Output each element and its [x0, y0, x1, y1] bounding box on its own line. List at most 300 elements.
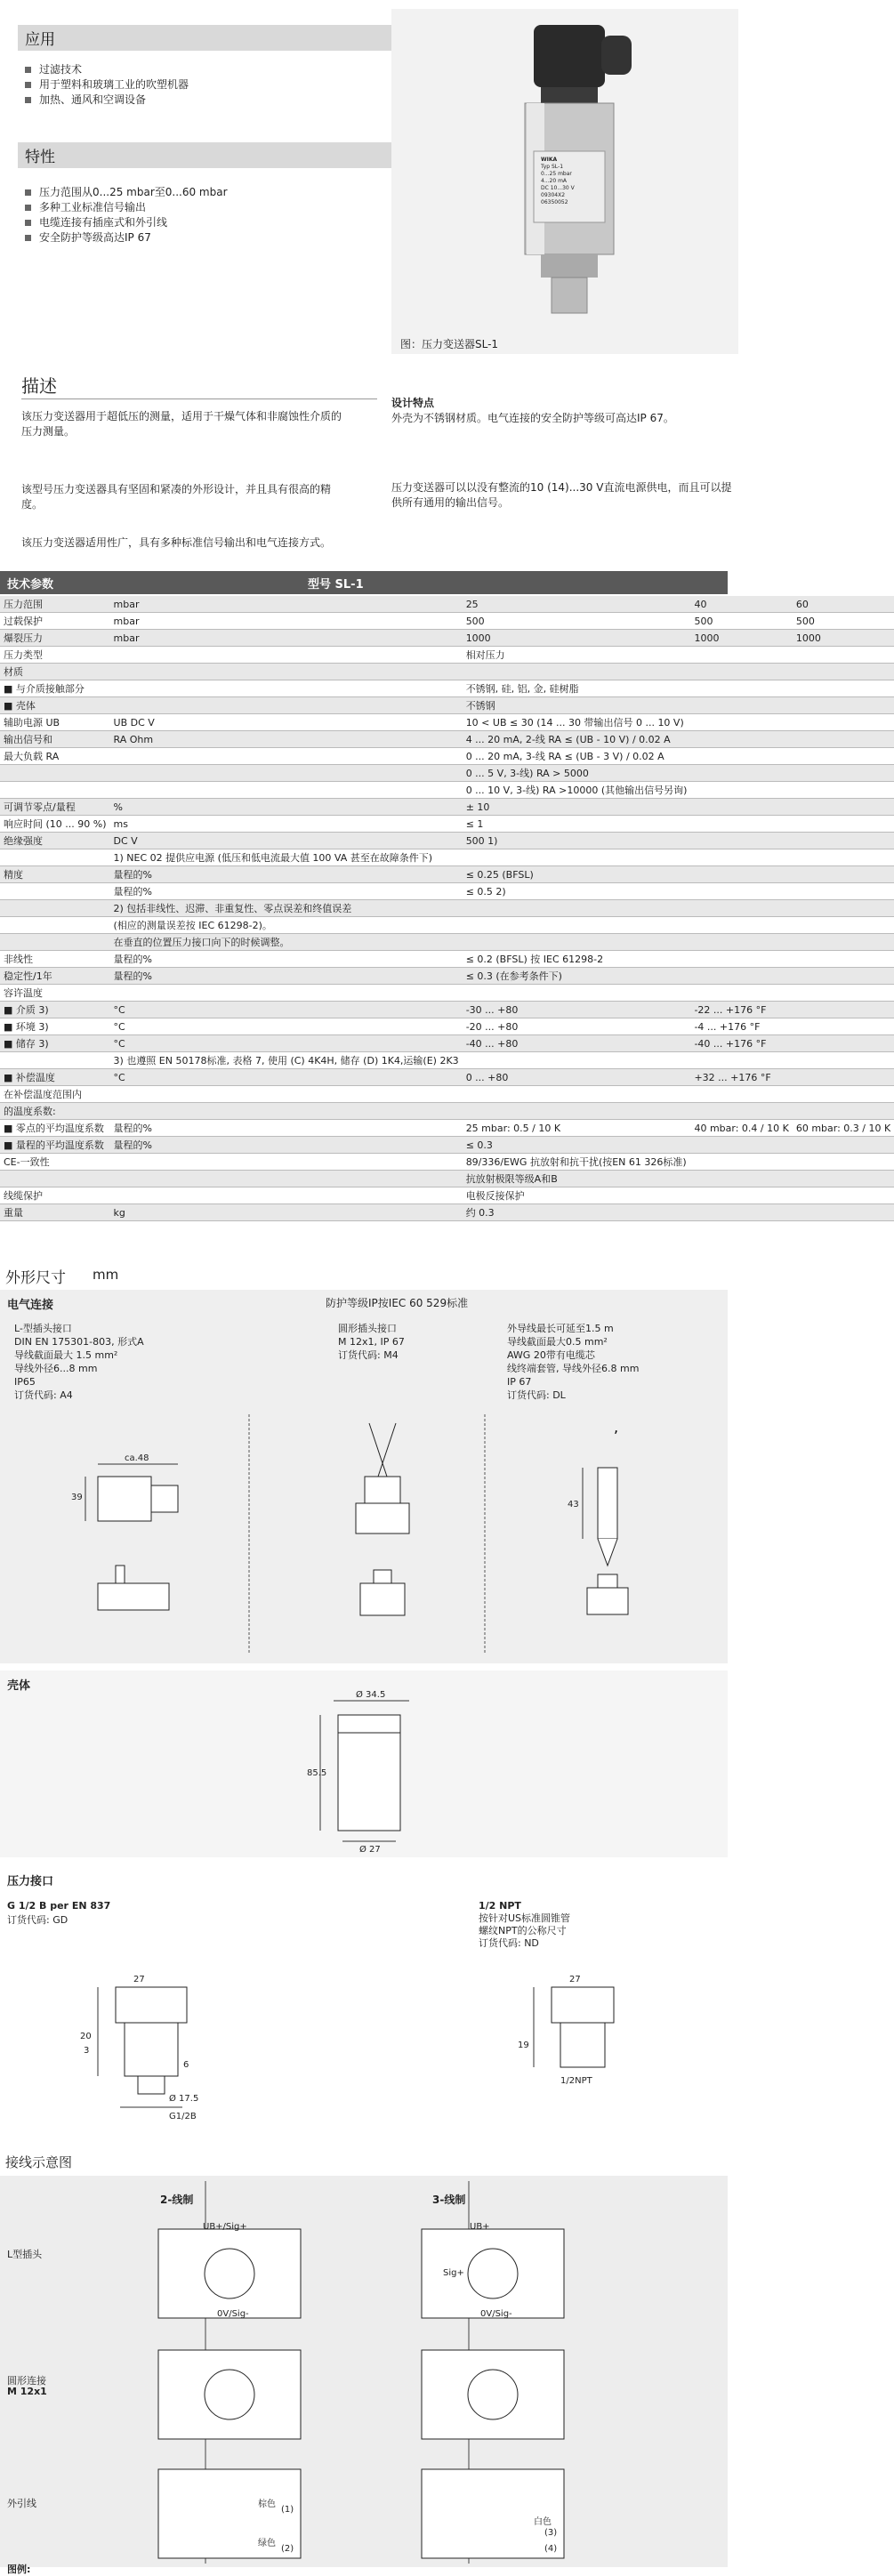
table-cell [690, 748, 792, 765]
electrical-panel [0, 1290, 728, 1663]
table-cell: ■ 零点的平均温度系数 [0, 1120, 110, 1137]
table-cell [0, 917, 110, 934]
table-cell [690, 765, 792, 782]
table-cell [110, 748, 463, 765]
table-cell: 40 [690, 596, 792, 613]
list-item: 加热、通风和空调设备 [20, 93, 402, 108]
table-cell: ■ 与介质接触部分 [0, 680, 110, 697]
features-title: 特性 [18, 142, 400, 168]
table-cell [463, 1086, 691, 1103]
table-cell: +32 ... +176 °F [690, 1069, 792, 1086]
table-cell: 60 [793, 596, 894, 613]
table-cell: 非线性 [0, 951, 110, 968]
table-cell: 25 [463, 596, 691, 613]
table-row [0, 731, 894, 748]
table-cell: 1) NEC 02 提供应电源 (低压和低电流最大值 100 VA 甚至在故障条件下) [110, 849, 463, 866]
pressure-panel [0, 1872, 728, 2147]
table-cell [793, 816, 894, 833]
table-cell: 89/336/EWG 抗放射和抗干扰(按EN 61 326标准) [463, 1154, 691, 1171]
table-cell: 1000 [793, 630, 894, 647]
table-cell: 1000 [690, 630, 792, 647]
table-row [0, 680, 894, 697]
table-cell [463, 917, 691, 934]
table-cell [793, 900, 894, 917]
table-row [0, 1002, 894, 1018]
table-cell: 0 ... 20 mA, 3-线 RA ≤ (UB - 3 V) / 0.02 A [463, 748, 691, 765]
table-cell: mbar [110, 630, 463, 647]
table-cell [690, 1086, 792, 1103]
apps-list [20, 62, 402, 108]
table-cell [110, 1086, 463, 1103]
desc-title: 描述 [21, 375, 57, 397]
table-cell [793, 647, 894, 664]
table-cell [690, 934, 792, 951]
table-cell: °C [110, 1035, 463, 1052]
table-row [0, 1187, 894, 1204]
text-line: 圆形插头接口 [338, 1323, 397, 1334]
table-row [0, 1052, 894, 1069]
table-cell: 不锈钢, 硅, 铝, 金, 硅树脂 [463, 680, 691, 697]
dim-6: 6 [183, 2060, 189, 2070]
table-row [0, 1086, 894, 1103]
table-row [0, 714, 894, 731]
text-line: L-型插头接口 [14, 1323, 72, 1334]
spec-header-right: 型号 SL-1 [308, 578, 364, 592]
table-cell: mbar [110, 596, 463, 613]
table-cell [690, 917, 792, 934]
table-row [0, 917, 894, 934]
table-cell [690, 968, 792, 985]
features-list [20, 185, 402, 246]
spec-header [0, 571, 728, 594]
table-cell: DC V [110, 833, 463, 849]
label-line: Typ SL-1 [541, 164, 564, 170]
text-line: 订货代码: M4 [338, 1349, 399, 1361]
table-cell: 抗放射极限等级A和B [463, 1171, 691, 1187]
col1-text [14, 1322, 144, 1402]
table-cell: 0 ... 5 V, 3-线) RA > 5000 [463, 765, 691, 782]
table-cell: 相对压力 [463, 647, 691, 664]
table-cell: ■ 储存 3) [0, 1035, 110, 1052]
table-cell [463, 849, 691, 866]
table-cell: 可调节零点/量程 [0, 799, 110, 816]
table-cell [793, 883, 894, 900]
dim-3: 3 [84, 2046, 90, 2056]
text-line: M 12x1, IP 67 [338, 1336, 405, 1348]
dim-27-left: 27 [133, 1975, 145, 1984]
sig3-label: Sig+ [443, 2268, 464, 2278]
table-row [0, 748, 894, 765]
table-cell: 500 1) [463, 833, 691, 849]
green-label: 绿色 [258, 2539, 276, 2548]
wiring-row2-1: 圆形连接 [7, 2375, 46, 2387]
dim-39: 39 [71, 1493, 83, 1502]
table-cell: ■ 补偿温度 [0, 1069, 110, 1086]
table-cell: 25 mbar: 0.5 / 10 K [463, 1120, 691, 1137]
table-cell: 2) 包括非线性、迟滞、非重复性、零点误差和终值误差 [110, 900, 463, 917]
table-cell [793, 1154, 894, 1171]
table-cell: 输出信号和 [0, 731, 110, 748]
table-cell: kg [110, 1204, 463, 1221]
table-row [0, 799, 894, 816]
table-cell [793, 731, 894, 748]
table-cell [0, 934, 110, 951]
table-row [0, 1018, 894, 1035]
text-line: IP 67 [507, 1376, 532, 1388]
table-row [0, 866, 894, 883]
wiring-row2-2: M 12x1 [7, 2386, 47, 2397]
label-line: 4...20 mA [541, 178, 568, 184]
table-row [0, 697, 894, 714]
table-cell: 爆裂压力 [0, 630, 110, 647]
table-cell [793, 968, 894, 985]
table-cell: 量程的% [110, 968, 463, 985]
dims-header [0, 1263, 754, 1287]
ov3-label: 0V/Sig- [480, 2309, 512, 2319]
table-cell [793, 697, 894, 714]
table-cell [690, 664, 792, 680]
table-cell: 40 mbar: 0.4 / 10 K [690, 1120, 792, 1137]
table-cell: 500 [463, 613, 691, 630]
pressure-title: 压力接口 [7, 1875, 54, 1888]
text-line: 导线截面最大 1.5 mm² [14, 1349, 118, 1361]
table-row [0, 833, 894, 849]
table-row [0, 613, 894, 630]
table-cell [690, 816, 792, 833]
table-cell [0, 1052, 110, 1069]
table-cell: 绝缘强度 [0, 833, 110, 849]
table-cell: 10 < UB ≤ 30 (14 ... 30 带输出信号 0 ... 10 V) [463, 714, 691, 731]
spec-header-left: 技术参数 [7, 578, 54, 592]
table-cell [793, 1204, 894, 1221]
label-line: 06350052 [541, 199, 568, 205]
table-cell: ≤ 0.5 2) [463, 883, 691, 900]
table-cell: 辅助电源 UB [0, 714, 110, 731]
dims-title: 外形尺寸 [5, 1269, 66, 1287]
text-line: 外导线最长可延至1.5 m [507, 1323, 614, 1334]
table-cell [463, 664, 691, 680]
n3-label: (3) [544, 2528, 558, 2538]
list-item: 过滤技术 [20, 62, 402, 77]
text-line: 线终端套管, 导线外径6.8 mm [507, 1363, 640, 1374]
table-cell: 不锈钢 [463, 697, 691, 714]
table-cell: 量程的% [110, 951, 463, 968]
table-row [0, 1120, 894, 1137]
table-row [0, 596, 894, 613]
left-code: 订货代码: GD [7, 1914, 68, 1926]
table-cell: 电极反接保护 [463, 1187, 691, 1204]
table-row [0, 934, 894, 951]
table-cell: 压力类型 [0, 647, 110, 664]
wiring-col2: 3-线制 [432, 2194, 466, 2206]
list-item: 安全防护等级高达IP 67 [20, 230, 402, 246]
table-row [0, 985, 894, 1002]
table-cell [0, 1171, 110, 1187]
dim-npt: 1/2NPT [560, 2076, 592, 2086]
text-line: 导线截面最大0.5 mm² [507, 1336, 608, 1348]
table-cell: 3) 也遵照 EN 50178标准, 表格 7, 使用 (C) 4K4H, 储存 (D) 1K4,运输(E) 2K3 [110, 1052, 463, 1069]
table-cell [690, 900, 792, 917]
table-cell [690, 731, 792, 748]
text-line: 螺纹NPT的公称尺寸 [479, 1925, 567, 1936]
table-cell: 约 0.3 [463, 1204, 691, 1221]
table-cell [110, 680, 463, 697]
table-row [0, 1137, 894, 1154]
elec-title: 电气连接 [7, 1299, 54, 1312]
table-cell [793, 934, 894, 951]
table-row [0, 849, 894, 866]
table-row [0, 630, 894, 647]
table-cell: ≤ 0.3 (在参考条件下) [463, 968, 691, 985]
table-cell: -22 ... +176 °F [690, 1002, 792, 1018]
table-cell [110, 647, 463, 664]
table-cell [793, 765, 894, 782]
table-row [0, 782, 894, 799]
table-cell [690, 647, 792, 664]
housing-d2: Ø 27 [359, 1845, 381, 1855]
table-cell: % [110, 799, 463, 816]
table-row [0, 1035, 894, 1052]
ub3-label: UB+ [470, 2222, 490, 2232]
design-para-2: 压力变送器可以以没有整流的10 (14)...30 V直流电源供电，而且可以提供所有通用的输出信号。 [391, 481, 732, 509]
table-cell [463, 1103, 691, 1120]
table-cell: 精度 [0, 866, 110, 883]
right-lines [479, 1912, 570, 1950]
n2-label: (2) [281, 2544, 294, 2554]
table-cell: UB DC V [110, 714, 463, 731]
table-cell [463, 1052, 691, 1069]
table-cell [793, 782, 894, 799]
table-cell [793, 1018, 894, 1035]
label-line: DC 10...30 V [541, 185, 575, 191]
text-line: AWG 20带有电缆芯 [507, 1349, 595, 1361]
table-cell: ≤ 0.3 [463, 1137, 691, 1154]
table-cell: 线缆保护 [0, 1187, 110, 1204]
table-cell [110, 664, 463, 680]
table-cell [110, 765, 463, 782]
table-cell: °C [110, 1018, 463, 1035]
table-cell [463, 934, 691, 951]
dim-ca48: ca.48 [125, 1453, 149, 1463]
table-cell [690, 849, 792, 866]
text-line: 订货代码: DL [507, 1389, 566, 1401]
list-item: 压力范围从0...25 mbar至0...60 mbar [20, 185, 402, 200]
table-cell: (相应的测量误差按 IEC 61298-2)。 [110, 917, 463, 934]
table-cell: mbar [110, 613, 463, 630]
table-cell: 容许温度 [0, 985, 110, 1002]
table-cell: -30 ... +80 [463, 1002, 691, 1018]
list-item: 多种工业标准信号输出 [20, 200, 402, 215]
table-cell [690, 1204, 792, 1221]
table-cell [0, 900, 110, 917]
table-cell: 1000 [463, 630, 691, 647]
table-cell: 量程的% [110, 866, 463, 883]
table-cell: -40 ... +80 [463, 1035, 691, 1052]
table-cell: ≤ 1 [463, 816, 691, 833]
divider [21, 398, 377, 399]
col3-text [507, 1322, 639, 1402]
text-line: 订货代码: A4 [14, 1389, 73, 1401]
table-row [0, 968, 894, 985]
table-cell: 响应时间 (10 ... 90 %) [0, 816, 110, 833]
apps-title: 应用 [18, 25, 400, 51]
table-cell: RA Ohm [110, 731, 463, 748]
wiring-drawings [0, 2176, 728, 2567]
product-photo [391, 9, 738, 354]
table-cell [690, 714, 792, 731]
wiring-row1: L型插头 [7, 2249, 43, 2260]
table-cell: 在补偿温度范围内 [0, 1086, 110, 1103]
table-cell: 4 ... 20 mA, 2-线 RA ≤ (UB - 10 V) / 0.02 A [463, 731, 691, 748]
wiring-panel [0, 2176, 728, 2567]
table-cell [793, 1052, 894, 1069]
table-cell [793, 1103, 894, 1120]
table-cell [793, 985, 894, 1002]
table-cell [793, 799, 894, 816]
table-cell: ■ 介质 3) [0, 1002, 110, 1018]
table-cell [110, 1187, 463, 1204]
table-cell [793, 1002, 894, 1018]
table-row [0, 951, 894, 968]
table-cell: 压力范围 [0, 596, 110, 613]
table-cell [690, 1137, 792, 1154]
svg-text:,: , [614, 1419, 619, 1436]
table-cell: 稳定性/1年 [0, 968, 110, 985]
table-cell [110, 782, 463, 799]
table-cell [793, 664, 894, 680]
dim-20: 20 [80, 2032, 92, 2041]
label-line: WIKA [541, 157, 558, 163]
table-cell [690, 1052, 792, 1069]
design-para-1: 外壳为不锈钢材质。电气连接的安全防护等级可高达IP 67。 [391, 412, 674, 424]
table-cell [690, 1154, 792, 1171]
table-cell: 60 mbar: 0.3 / 10 K [793, 1120, 894, 1137]
table-cell [690, 799, 792, 816]
table-cell: 在垂直的位置压力接口向下的时候调整。 [110, 934, 463, 951]
wiring-col1: 2-线制 [160, 2194, 194, 2206]
table-cell [110, 1154, 463, 1171]
table-cell [690, 782, 792, 799]
dim-19: 19 [518, 2041, 529, 2050]
table-cell [0, 883, 110, 900]
col2-text [338, 1322, 405, 1362]
housing-h: 85.5 [307, 1768, 327, 1778]
table-cell: ■ 环境 3) [0, 1018, 110, 1035]
table-cell [110, 1103, 463, 1120]
elec-note: 防护等级IP按IEC 60 529标准 [326, 1297, 469, 1309]
desc-para-3: 该压力变送器适用性广，具有多种标准信号输出和电气连接方式。 [21, 536, 332, 549]
table-cell [793, 917, 894, 934]
table-cell [793, 680, 894, 697]
housing-title: 壳体 [7, 1679, 31, 1693]
table-row [0, 883, 894, 900]
label-line: 0...25 mbar [541, 171, 572, 177]
dim-g12b: G1/2B [169, 2112, 197, 2121]
housing-d1: Ø 34.5 [356, 1690, 386, 1700]
housing-panel [0, 1670, 728, 1857]
table-cell: ■ 量程的平均温度系数 [0, 1137, 110, 1154]
table-cell: 重量 [0, 1204, 110, 1221]
table-cell [110, 985, 463, 1002]
left-title: G 1/2 B per EN 837 [7, 1900, 111, 1912]
table-row [0, 1154, 894, 1171]
table-row [0, 1171, 894, 1187]
ub-label: UB+/Sig+ [203, 2222, 247, 2232]
desc-para-2: 该型号压力变送器具有坚固和紧凑的外形设计，并且具有很高的精度。 [21, 483, 332, 511]
text-line: 订货代码: ND [479, 1937, 539, 1949]
white-label: 白色 [534, 2517, 552, 2527]
table-cell [793, 1187, 894, 1204]
connector-drawings [0, 1405, 728, 1663]
wiring-title: 接线示意图 [5, 2154, 73, 2170]
n1-label: (1) [281, 2505, 294, 2515]
dim-43: 43 [568, 1500, 579, 1509]
dim-27-right: 27 [569, 1975, 581, 1984]
table-cell [0, 765, 110, 782]
table-cell [793, 1171, 894, 1187]
ov-label: 0V/Sig- [217, 2309, 249, 2319]
table-cell [793, 866, 894, 883]
dims-unit: mm [93, 1267, 119, 1283]
table-cell [690, 1103, 792, 1120]
table-cell [793, 1137, 894, 1154]
table-cell: 0 ... 10 V, 3-线) RA >10000 (其他输出信号另询) [463, 782, 691, 799]
table-cell: 材质 [0, 664, 110, 680]
table-cell [690, 1187, 792, 1204]
table-cell: ms [110, 816, 463, 833]
table-row [0, 1069, 894, 1086]
dim-d175: Ø 17.5 [169, 2094, 199, 2104]
spec-table [0, 596, 894, 1221]
table-cell: 500 [690, 613, 792, 630]
table-cell [463, 985, 691, 1002]
table-cell [690, 883, 792, 900]
table-cell [463, 900, 691, 917]
brown-label: 棕色 [258, 2500, 276, 2509]
table-cell [0, 849, 110, 866]
table-cell [793, 849, 894, 866]
table-row [0, 765, 894, 782]
table-cell [793, 1035, 894, 1052]
table-cell: ≤ 0.25 (BFSL) [463, 866, 691, 883]
table-row [0, 900, 894, 917]
table-cell [793, 833, 894, 849]
table-cell [690, 680, 792, 697]
text-line: IP65 [14, 1376, 36, 1388]
table-cell [690, 951, 792, 968]
table-cell: 量程的% [110, 883, 463, 900]
text-line: 导线外径6...8 mm [14, 1363, 98, 1374]
table-cell: ≤ 0.2 (BFSL) 按 IEC 61298-2 [463, 951, 691, 968]
table-cell [690, 697, 792, 714]
table-cell [110, 697, 463, 714]
table-cell: ± 10 [463, 799, 691, 816]
list-item: 电缆连接有插座式和外引线 [20, 215, 402, 230]
table-cell [793, 714, 894, 731]
legend: 图例: [7, 2564, 31, 2575]
table-cell: ■ 壳体 [0, 697, 110, 714]
table-cell [690, 985, 792, 1002]
table-cell [793, 1086, 894, 1103]
table-cell: -20 ... +80 [463, 1018, 691, 1035]
spec-table-wrap [0, 596, 894, 1221]
label-line: 09304X2 [541, 192, 566, 198]
table-row [0, 1204, 894, 1221]
table-cell: 最大负载 RA [0, 748, 110, 765]
text-line: DIN EN 175301-803, 形式A [14, 1336, 144, 1348]
table-cell: CE-一致性 [0, 1154, 110, 1171]
table-row [0, 647, 894, 664]
